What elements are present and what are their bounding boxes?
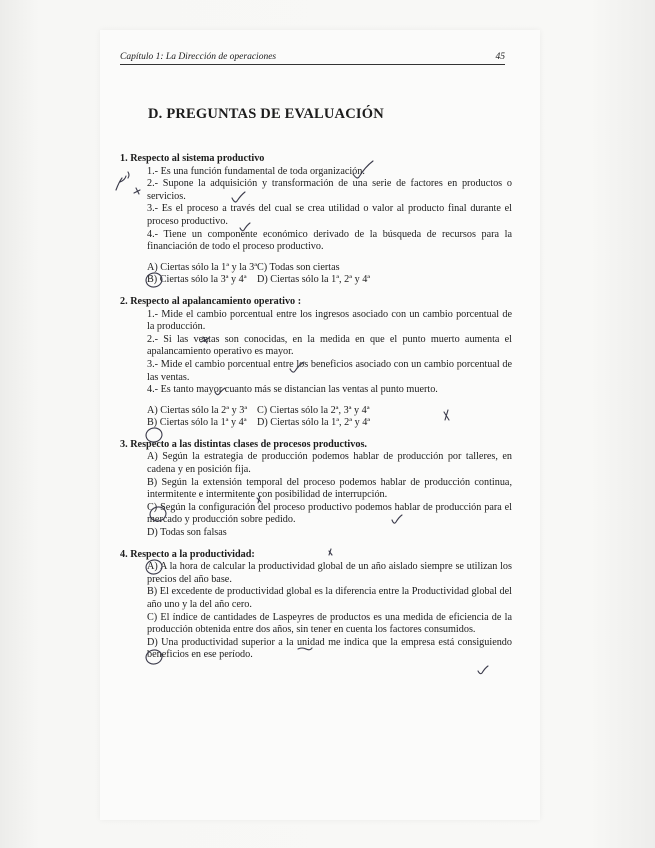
question-title: 3. Respecto a las distintas clases de procesos productivos. xyxy=(120,438,367,450)
question-title: 2. Respecto al apalancamiento operativo : xyxy=(120,295,302,307)
question-title: 1. Respecto al sistema productivo xyxy=(120,153,265,164)
question-2 xyxy=(120,296,512,430)
option-d: D) Ciertas sólo la 1ª, 2ª y 4ª xyxy=(257,417,371,429)
chapter-title: Capítulo 1: La Dirección de operaciones xyxy=(120,52,277,62)
statement: 3.- Mide el cambio porcentual entre los beneficios asociado con un cambio porcentual de las ventas. xyxy=(147,358,512,383)
option-c: C) Según la configuración del proceso productivo podemos hablar de producción para el mercado y producción sobre pedido. xyxy=(147,501,512,526)
option-c: C) Ciertas sólo la 2ª, 3ª y 4ª xyxy=(257,404,370,416)
statement: 4.- Tiene un componente económico derivado de la búsqueda de recursos para la financiación de todo el proceso productivo. xyxy=(147,228,512,253)
option-a: A) Ciertas sólo la 2ª y 3ª xyxy=(147,404,248,416)
answer-options xyxy=(120,405,512,430)
option-d: D) Ciertas sólo la 1ª, 2ª y 4ª xyxy=(257,274,371,286)
option-a: A) A la hora de calcular la productividad global de un año aislado siempre se utilizan los precios del año base. xyxy=(147,561,512,585)
statement: 3.- Es el proceso a través del cual se crea utilidad o valor al producto final durante el proceso productivo. xyxy=(147,203,512,227)
question-title: 4. Respecto a la productividad: xyxy=(120,548,255,560)
answer-options xyxy=(120,262,512,287)
option-b: B) El excedente de productividad global es la diferencia entre la Productividad global del año uno y la del año cero. xyxy=(147,586,512,610)
statement: 4.- Es tanto mayor cuanto más se distancian las ventas al punto muerto. xyxy=(147,384,438,396)
option-b: B) Ciertas sólo la 3ª y 4ª xyxy=(147,274,247,286)
option-b: B) Ciertas sólo la 1ª y 4ª xyxy=(147,417,247,429)
question-3 xyxy=(120,439,512,540)
option-c: C) El índice de cantidades de Laspeyres de productos es una medida de eficiencia de la producción obtenida entre dos años, sin tener en cuenta los factores consumidos. xyxy=(147,611,512,636)
page-title: D. PREGUNTAS DE EVALUACIÓN xyxy=(148,106,384,122)
statement: 2.- Si las ventas son conocidas, en la medida en que el punto muerto aumenta el apalancamiento operativo es mayor. xyxy=(147,333,512,358)
option-a: A) Según la estrategia de producción podemos hablar de producción por talleres, en cadena y en posición fija. xyxy=(147,451,512,476)
option-d: D) Una productividad superior a la unidad me indica que la empresa está consiguiendo beneficios en ese período. xyxy=(147,636,512,661)
option-a: A) Ciertas sólo la 1ª y la 3ª xyxy=(147,261,258,273)
page-header xyxy=(120,52,505,65)
option-c: C) Todas son ciertas xyxy=(257,261,340,273)
questions-container xyxy=(120,153,512,671)
question-4 xyxy=(120,549,512,662)
option-d: D) Todas son falsas xyxy=(147,527,227,539)
page-number: 45 xyxy=(495,52,505,62)
statement: 2.- Supone la adquisición y transformación de una serie de factores en productos o servicios. xyxy=(147,178,512,202)
statement: 1.- Mide el cambio porcentual entre los ingresos asociado con un cambio porcentual de la producción. xyxy=(147,308,512,333)
question-1 xyxy=(120,153,512,287)
statement: 1.- Es una función fundamental de toda organización. xyxy=(147,165,365,177)
option-b: B) Según la extensión temporal del proceso podemos hablar de producción continua, intermitente e intermitente con posibilidad de interrupción. xyxy=(147,476,512,501)
